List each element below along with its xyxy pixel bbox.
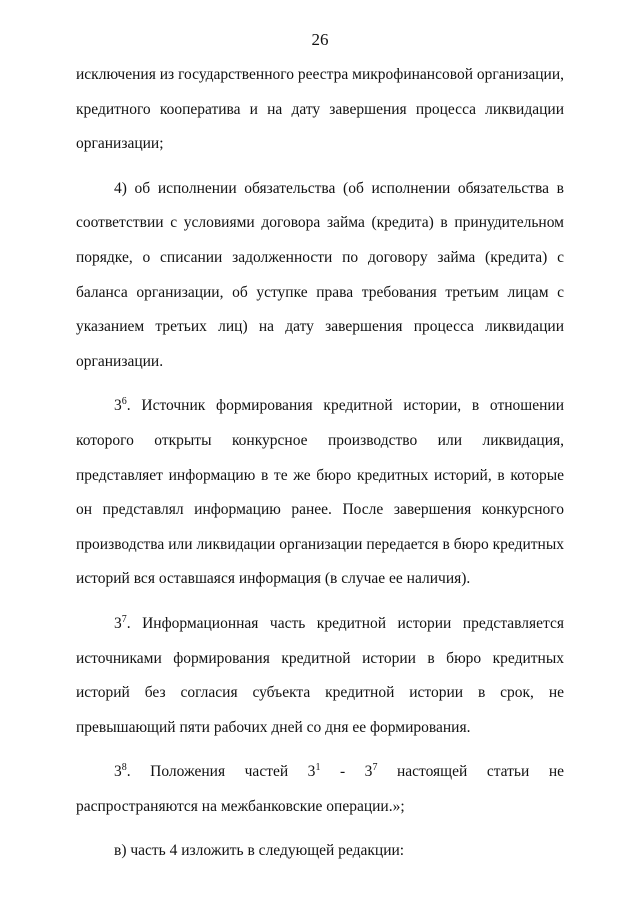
part-superscript: 8: [121, 762, 127, 774]
paragraph-text: . Информационная часть кредитной истории представляется источниками формирования кредитной истории в бюро кредитных историй без согласия субъекта кредитной истории в срок, не превышающий пяти рабочих дней со дня ее формирования.: [76, 614, 564, 736]
reference-superscript: 1: [315, 762, 321, 774]
paragraph-text: - 3: [320, 763, 373, 781]
paragraph-item-4: [76, 172, 564, 380]
paragraph-text: в) часть 4 изложить в следующей редакции:: [114, 842, 405, 860]
paragraph-text: настоящей статьи не распространяются на межбанковские операции.»;: [76, 763, 564, 815]
page-number: 26: [311, 30, 329, 49]
paragraph-text: 4) об исполнении обязательства (об исполнении обязательства в соответствии с условиями договора займа (кредита) в принудительном порядке, о списании задолженности по договору займа (кредита) с баланса организации, об уступке права требования третьим лицам с указанием третьих лиц) на дату завершения процесса ликвидации организации.: [76, 179, 564, 370]
paragraph-part-3-6: [76, 389, 564, 597]
part-superscript: 6: [121, 396, 127, 408]
part-number: 3: [114, 763, 122, 781]
reference-superscript: 7: [372, 762, 378, 774]
paragraph-continuation: [76, 58, 564, 162]
paragraph-text: исключения из государственного реестра микрофинансовой организации, кредитного кооператива и на дату завершения процесса ликвидации организации;: [76, 66, 564, 153]
paragraph-part-3-8: [76, 755, 564, 824]
paragraph-text: . Положения частей 3: [126, 763, 316, 781]
document-body: [76, 58, 564, 869]
part-number: 3: [114, 397, 122, 415]
part-superscript: 7: [121, 613, 127, 625]
part-number: 3: [114, 614, 122, 632]
paragraph-item-v: [76, 834, 564, 869]
paragraph-text: . Источник формирования кредитной истории, в отношении которого открыты конкурсное производство или ликвидация, представляет информацию в те же бюро кредитных историй, в которые он представлял информацию ранее. После завершения конкурсного производства или ликвидации организации передается в бюро кредитных историй вся оставшаяся информация (в случае ее наличия).: [76, 397, 564, 588]
paragraph-part-3-7: [76, 607, 564, 745]
